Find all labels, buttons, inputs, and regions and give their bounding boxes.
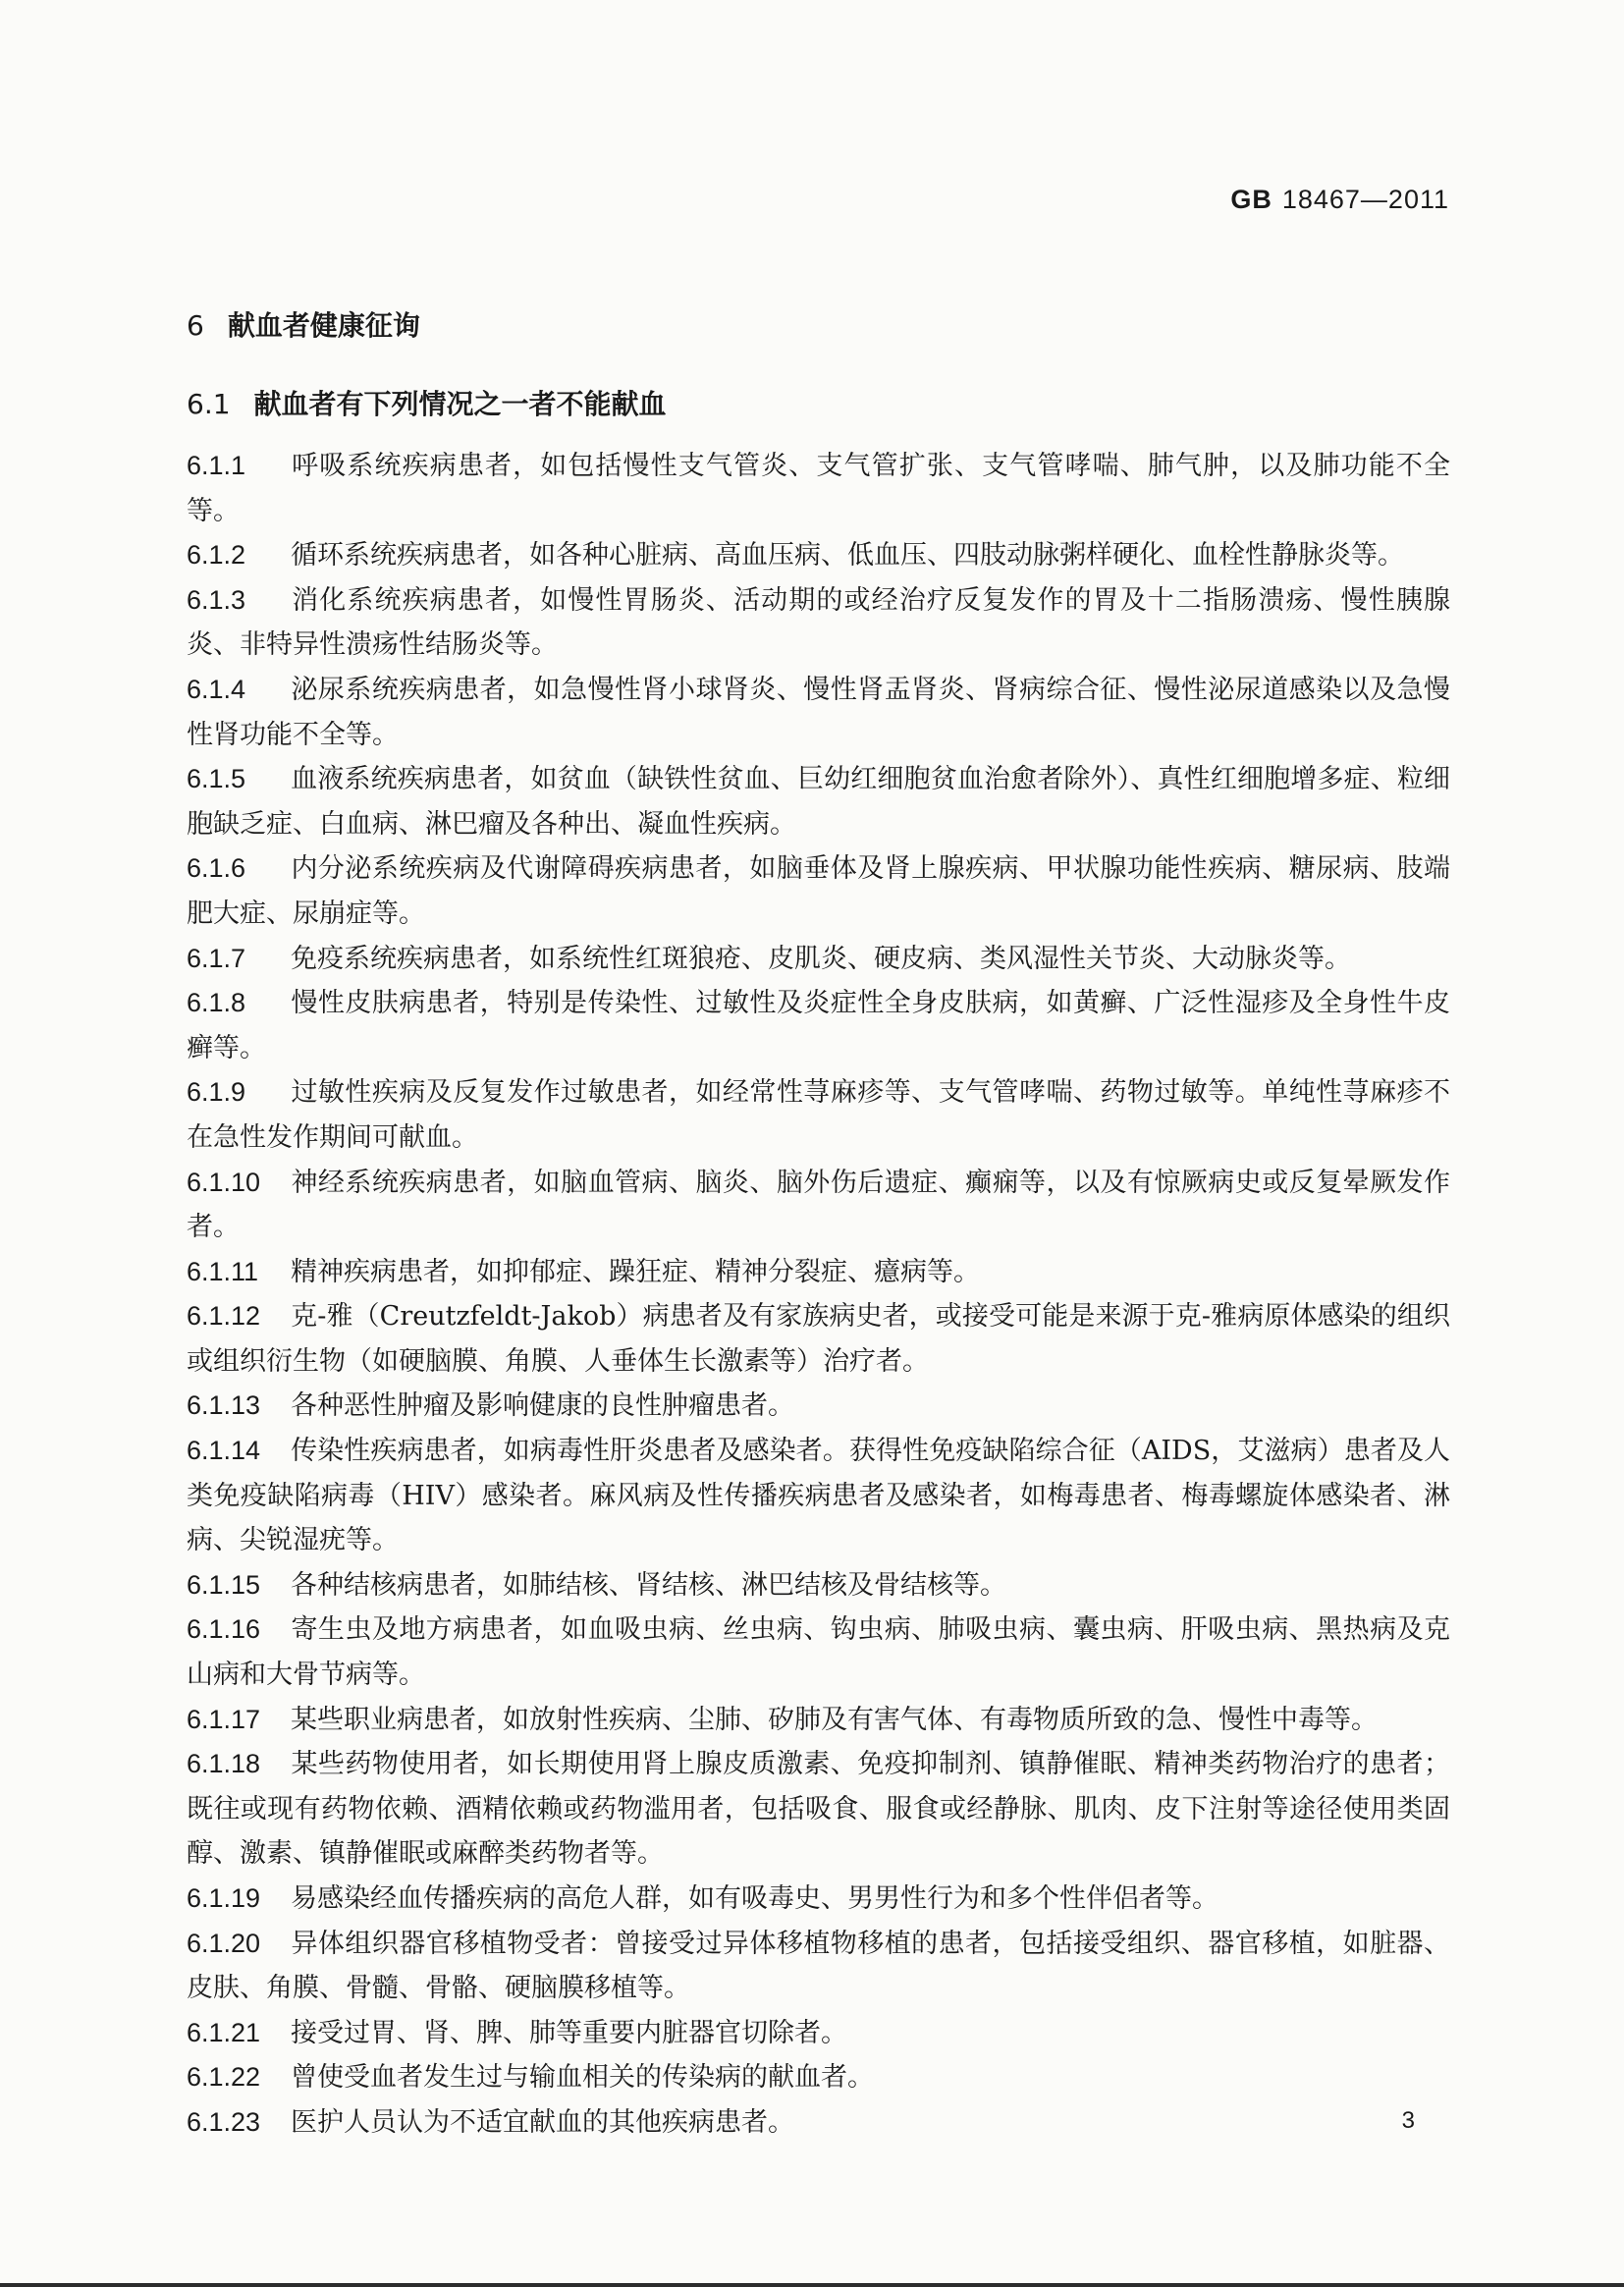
clause-number: 6.1.23 <box>187 2106 261 2137</box>
clause-number: 6.1.7 <box>187 943 246 973</box>
clause-item <box>187 1429 1450 1563</box>
standard-number: 18467—2011 <box>1281 185 1449 214</box>
standard-prefix: GB <box>1230 185 1272 214</box>
clause-item <box>187 1607 1450 1697</box>
clause-number: 6.1.10 <box>187 1167 261 1197</box>
clause-text: 各种恶性肿瘤及影响健康的良性肿瘤患者。 <box>291 1390 794 1422</box>
clause-text: 慢性皮肤病患者，特别是传染性、过敏性及炎症性全身皮肤病，如黄癣、广泛性湿疹及全身性牛皮癣等。 <box>187 988 1450 1063</box>
clause-text: 精神疾病患者，如抑郁症、躁狂症、精神分裂症、癔病等。 <box>291 1256 980 1287</box>
clause-item <box>187 981 1450 1070</box>
subsection-number: 6.1 <box>187 388 231 420</box>
clause-number: 6.1.15 <box>187 1569 261 1600</box>
clause-number: 6.1.6 <box>187 853 246 884</box>
clause-item <box>187 2055 1450 2100</box>
clause-text: 泌尿系统疾病患者，如急慢性肾小球肾炎、慢性肾盂肾炎、肾病综合征、慢性泌尿道感染以及急慢性肾功能不全等。 <box>187 674 1450 750</box>
clause-text: 循环系统疾病患者，如各种心脏病、高血压病、低血压、四肢动脉粥样硬化、血栓性静脉炎等。 <box>291 540 1404 572</box>
clause-item <box>187 1563 1450 1608</box>
clause-text: 医护人员认为不适宜献血的其他疾病患者。 <box>291 2106 794 2138</box>
clause-item <box>187 1877 1450 1922</box>
clause-text: 克-雅（Creutzfeldt-Jakob）病患者及有家族病史者，或接受可能是来源于克-雅病原体感染的组织或组织衍生物（如硬脑膜、角膜、人垂体生长激素等）治疗者。 <box>187 1301 1450 1377</box>
section-number: 6 <box>187 309 204 342</box>
clause-item <box>187 578 1450 668</box>
clause-number: 6.1.12 <box>187 1301 261 1332</box>
clause-text: 神经系统疾病患者，如脑血管病、脑炎、脑外伤后遗症、癫痫等，以及有惊厥病史或反复晕厥发作者。 <box>187 1167 1450 1243</box>
clause-text: 异体组织器官移植物受者：曾接受过异体移植物移植的患者，包括接受组织、器官移植，如脏器、皮肤、角膜、骨髓、骨骼、硬脑膜移植等。 <box>187 1928 1450 2004</box>
subsection-title: 献血者有下列情况之一者不能献血 <box>253 388 667 420</box>
clause-text: 传染性疾病患者，如病毒性肝炎患者及感染者。获得性免疫缺陷综合征（AIDS，艾滋病）患者及人类免疫缺陷病毒（HIV）感染者。麻风病及性传播疾病患者及感染者，如梅毒患者、梅毒螺旋体感染者、淋病、尖锐湿疣等。 <box>187 1436 1450 1556</box>
section-heading <box>187 304 420 344</box>
clause-item <box>187 2011 1450 2056</box>
clause-item <box>187 2100 1450 2146</box>
clause-text: 某些职业病患者，如放射性疾病、尘肺、矽肺及有害气体、有毒物质所致的急、慢性中毒等。 <box>291 1704 1378 1735</box>
clause-number: 6.1.14 <box>187 1436 261 1466</box>
clause-number: 6.1.22 <box>187 2062 261 2093</box>
clause-item <box>187 1922 1450 2011</box>
clause-text: 免疫系统疾病患者，如系统性红斑狼疮、皮肌炎、硬皮病、类风湿性关节炎、大动脉炎等。 <box>291 943 1351 974</box>
subsection-heading <box>187 383 667 422</box>
clause-text: 各种结核病患者，如肺结核、肾结核、淋巴结核及骨结核等。 <box>291 1569 1006 1601</box>
clause-text: 血液系统疾病患者，如贫血（缺铁性贫血、巨幼红细胞贫血治愈者除外）、真性红细胞增多症、粒细胞缺乏症、白血病、淋巴瘤及各种出、凝血性疾病。 <box>187 764 1450 840</box>
clause-number: 6.1.1 <box>187 451 246 480</box>
clause-item <box>187 1742 1450 1877</box>
clause-number: 6.1.11 <box>187 1256 259 1286</box>
clause-text: 某些药物使用者，如长期使用肾上腺皮质激素、免疫抑制剂、镇静催眠、精神类药物治疗的患者；既往或现有药物依赖、酒精依赖或药物滥用者，包括吸食、服食或经静脉、肌肉、皮下注射等途径使用类固醇、激素、镇静催眠或麻醉类药物者等。 <box>187 1749 1450 1870</box>
clause-item <box>187 1294 1450 1384</box>
clause-number: 6.1.18 <box>187 1749 261 1779</box>
clause-number: 6.1.8 <box>187 988 246 1018</box>
clause-text: 曾使受血者发生过与输血相关的传染病的献血者。 <box>291 2062 874 2094</box>
clause-item <box>187 1161 1450 1250</box>
clause-item <box>187 757 1450 846</box>
section-title: 献血者健康征询 <box>227 309 420 342</box>
clause-item <box>187 1698 1450 1743</box>
clause-text: 消化系统疾病患者，如慢性胃肠炎、活动期的或经治疗反复发作的胃及十二指肠溃疡、慢性胰腺炎、非特异性溃疡性结肠炎等。 <box>187 584 1450 661</box>
clause-number: 6.1.9 <box>187 1077 246 1108</box>
clause-number: 6.1.20 <box>187 1928 261 1958</box>
page-number: 3 <box>1401 2107 1415 2134</box>
clause-list <box>187 444 1450 2146</box>
clause-text: 寄生虫及地方病患者，如血吸虫病、丝虫病、钩虫病、肺吸虫病、囊虫病、肝吸虫病、黑热病及克山病和大骨节病等。 <box>187 1614 1450 1691</box>
clause-text: 内分泌系统疾病及代谢障碍疾病患者，如脑垂体及肾上腺疾病、甲状腺功能性疾病、糖尿病、肢端肥大症、尿崩症等。 <box>187 853 1450 929</box>
clause-item <box>187 1250 1450 1295</box>
clause-item <box>187 1384 1450 1429</box>
clause-item <box>187 444 1450 533</box>
standard-code-header <box>1230 185 1449 215</box>
clause-number: 6.1.2 <box>187 540 246 571</box>
clause-item <box>187 937 1450 982</box>
clause-number: 6.1.17 <box>187 1704 261 1734</box>
clause-number: 6.1.5 <box>187 764 246 794</box>
clause-text: 接受过胃、肾、脾、肺等重要内脏器官切除者。 <box>291 2017 847 2048</box>
clause-text: 过敏性疾病及反复发作过敏患者，如经常性荨麻疹等、支气管哮喘、药物过敏等。单纯性荨麻疹不在急性发作期间可献血。 <box>187 1077 1450 1153</box>
clause-number: 6.1.21 <box>187 2017 261 2047</box>
clause-number: 6.1.3 <box>187 584 246 615</box>
clause-item <box>187 533 1450 578</box>
clause-number: 6.1.19 <box>187 1883 261 1913</box>
clause-item <box>187 846 1450 936</box>
clause-item <box>187 668 1450 757</box>
clause-text: 呼吸系统疾病患者，如包括慢性支气管炎、支气管扩张、支气管哮喘、肺气肿，以及肺功能不全等。 <box>187 451 1450 526</box>
scan-edge <box>0 2283 1624 2287</box>
clause-item <box>187 1070 1450 1160</box>
clause-number: 6.1.16 <box>187 1614 261 1645</box>
clause-number: 6.1.13 <box>187 1390 261 1421</box>
clause-number: 6.1.4 <box>187 674 246 704</box>
clause-text: 易感染经血传播疾病的高危人群，如有吸毒史、男男性行为和多个性伴侣者等。 <box>291 1883 1218 1914</box>
